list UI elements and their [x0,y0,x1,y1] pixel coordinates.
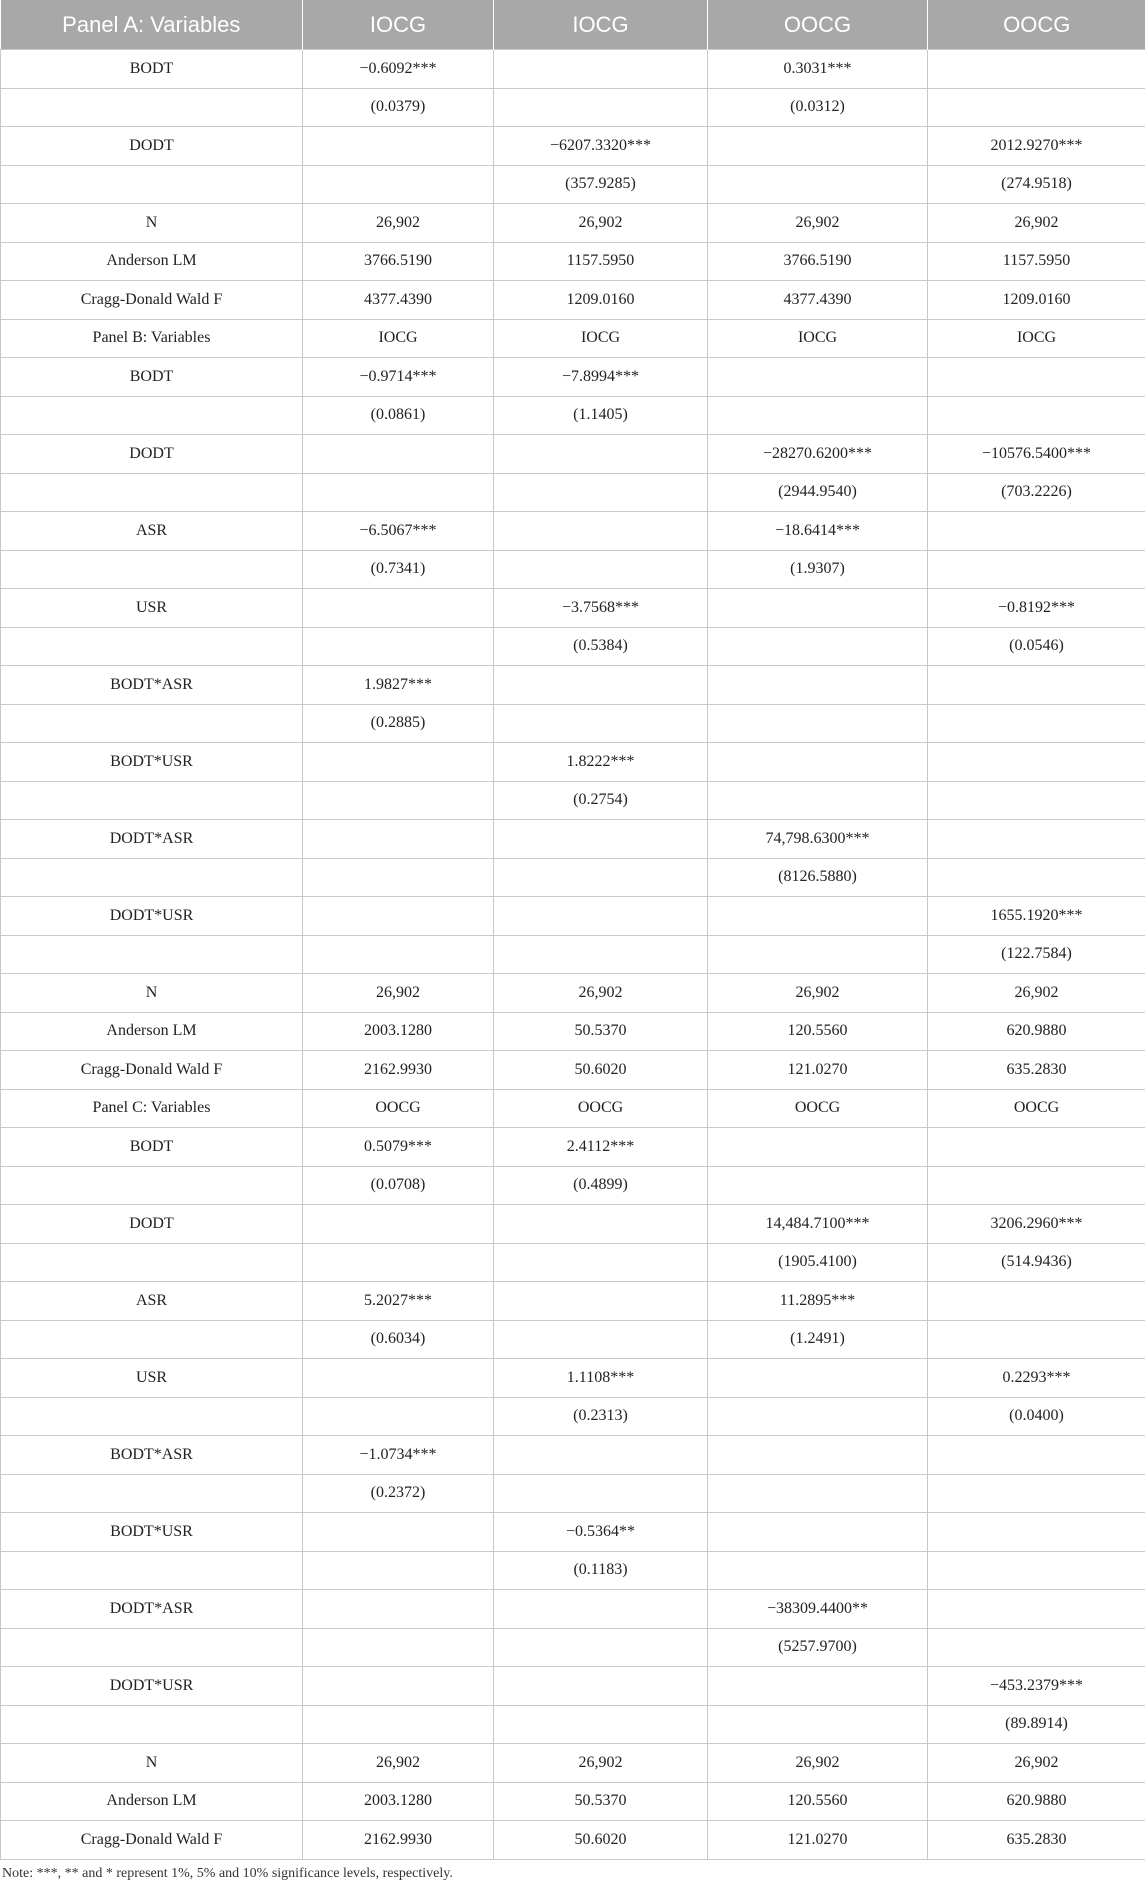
row-label-cell: Cragg-Donald Wald F [1,281,303,320]
value-cell: 26,902 [708,204,928,243]
value-cell: 50.5370 [494,1012,708,1051]
value-cell: 14,484.7100*** [708,1205,928,1244]
table-row [1,935,1145,974]
table-row [1,1397,1145,1436]
value-cell: 26,902 [708,974,928,1013]
value-cell [494,897,708,936]
table-row [1,1474,1145,1513]
value-cell [928,1628,1145,1667]
value-cell: 1157.5950 [928,242,1145,281]
value-cell [494,550,708,589]
row-label-cell: DODT [1,435,303,474]
value-cell [708,897,928,936]
value-cell [303,627,494,666]
row-label-cell: N [1,1744,303,1783]
row-label-cell: Panel C: Variables [1,1089,303,1128]
value-cell [708,743,928,782]
table-row [1,1243,1145,1282]
value-cell: (0.2313) [494,1397,708,1436]
row-label-cell [1,858,303,897]
row-label-cell: Cragg-Donald Wald F [1,1051,303,1090]
table-row [1,204,1145,243]
value-cell: 2003.1280 [303,1012,494,1051]
row-label-cell: Anderson LM [1,1782,303,1821]
row-label-cell [1,1166,303,1205]
value-cell [303,820,494,859]
row-label-cell: BODT*ASR [1,666,303,705]
row-label-cell: N [1,204,303,243]
row-label-cell [1,473,303,512]
value-cell: (89.8914) [928,1705,1145,1744]
value-cell: 26,902 [928,1744,1145,1783]
value-cell: 121.0270 [708,1821,928,1860]
value-cell: (0.2885) [303,704,494,743]
value-cell: (514.9436) [928,1243,1145,1282]
value-cell: (0.0861) [303,396,494,435]
table-row [1,897,1145,936]
value-cell: −6207.3320*** [494,127,708,166]
table-row [1,512,1145,551]
value-cell [708,781,928,820]
table-row [1,1705,1145,1744]
value-cell [494,858,708,897]
value-cell: 635.2830 [928,1051,1145,1090]
value-cell: (5257.9700) [708,1628,928,1667]
value-cell [494,1320,708,1359]
value-cell: 26,902 [928,974,1145,1013]
row-label-cell: DODT*USR [1,1667,303,1706]
value-cell [928,88,1145,127]
row-label-cell [1,704,303,743]
table-row [1,1359,1145,1398]
value-cell: (0.2372) [303,1474,494,1513]
value-cell: −0.5364** [494,1513,708,1552]
table-row [1,50,1145,89]
value-cell: (0.5384) [494,627,708,666]
row-label-cell: DODT [1,127,303,166]
value-cell [928,704,1145,743]
value-cell: 120.5560 [708,1782,928,1821]
value-cell: (1905.4100) [708,1243,928,1282]
value-cell [708,1436,928,1475]
value-cell [928,1282,1145,1321]
value-cell: 620.9880 [928,1012,1145,1051]
value-cell [708,396,928,435]
row-label-cell: USR [1,589,303,628]
value-cell: 26,902 [708,1744,928,1783]
value-cell [708,1166,928,1205]
row-label-cell: DODT*ASR [1,1590,303,1629]
value-cell [708,589,928,628]
row-label-cell [1,1628,303,1667]
value-cell [708,358,928,397]
value-cell: −3.7568*** [494,589,708,628]
table-row [1,1744,1145,1783]
value-cell [708,704,928,743]
value-cell [303,435,494,474]
row-label-cell [1,1243,303,1282]
row-label-cell [1,165,303,204]
value-cell [928,1436,1145,1475]
table-row [1,1436,1145,1475]
value-cell: (0.0708) [303,1166,494,1205]
value-cell [928,358,1145,397]
value-cell: −1.0734*** [303,1436,494,1475]
value-cell: −0.6092*** [303,50,494,89]
value-cell [928,666,1145,705]
value-cell: 0.2293*** [928,1359,1145,1398]
value-cell [494,1705,708,1744]
value-cell: (0.4899) [494,1166,708,1205]
value-cell [303,1705,494,1744]
header-column-4: OOCG [928,0,1145,50]
value-cell [303,1205,494,1244]
value-cell: (2944.9540) [708,473,928,512]
value-cell: 1209.0160 [494,281,708,320]
value-cell: IOCG [708,319,928,358]
header-column-3: OOCG [708,0,928,50]
value-cell [303,165,494,204]
value-cell [708,1359,928,1398]
value-cell: 1655.1920*** [928,897,1145,936]
value-cell: 2003.1280 [303,1782,494,1821]
value-cell: 3766.5190 [708,242,928,281]
value-cell [303,1513,494,1552]
table-row [1,1628,1145,1667]
row-label-cell [1,550,303,589]
value-cell [494,666,708,705]
value-cell [303,589,494,628]
value-cell [928,781,1145,820]
value-cell [928,396,1145,435]
table-row [1,127,1145,166]
value-cell [494,435,708,474]
value-cell [494,1590,708,1629]
header-variables: Panel A: Variables [1,0,303,50]
table-row [1,704,1145,743]
table-row [1,1513,1145,1552]
value-cell: (357.9285) [494,165,708,204]
value-cell [708,1705,928,1744]
table-row [1,1320,1145,1359]
value-cell: 11.2895*** [708,1282,928,1321]
value-cell [494,820,708,859]
row-label-cell [1,88,303,127]
row-label-cell: BODT [1,50,303,89]
row-label-cell [1,935,303,974]
value-cell: 26,902 [494,1744,708,1783]
row-label-cell: USR [1,1359,303,1398]
table-row [1,1128,1145,1167]
table-note: Note: ***, ** and * represent 1%, 5% and 10% significance levels, respectively. [2,1865,453,1881]
value-cell [928,1166,1145,1205]
value-cell [708,666,928,705]
row-label-cell: ASR [1,512,303,551]
table-row [1,473,1145,512]
row-label-cell [1,1551,303,1590]
value-cell [708,935,928,974]
value-cell: (0.0546) [928,627,1145,666]
value-cell [928,1474,1145,1513]
value-cell [928,1128,1145,1167]
row-label-cell: BODT*ASR [1,1436,303,1475]
value-cell [928,743,1145,782]
value-cell: −18.6414*** [708,512,928,551]
value-cell [708,1474,928,1513]
table-row [1,1821,1145,1860]
table-row [1,858,1145,897]
value-cell: 620.9880 [928,1782,1145,1821]
value-cell: 4377.4390 [708,281,928,320]
value-cell [303,1359,494,1398]
row-label-cell [1,1320,303,1359]
table-row [1,1205,1145,1244]
value-cell: 2162.9930 [303,1051,494,1090]
value-cell [708,1397,928,1436]
table-row [1,820,1145,859]
row-label-cell: Cragg-Donald Wald F [1,1821,303,1860]
value-cell: 0.5079*** [303,1128,494,1167]
value-cell: 26,902 [303,974,494,1013]
value-cell [303,781,494,820]
row-label-cell: DODT*USR [1,897,303,936]
value-cell: (8126.5880) [708,858,928,897]
value-cell: 50.5370 [494,1782,708,1821]
table-row [1,242,1145,281]
table-header [1,0,1145,50]
row-label-cell: Anderson LM [1,1012,303,1051]
table-row [1,1590,1145,1629]
value-cell: IOCG [928,319,1145,358]
header-column-2: IOCG [494,0,708,50]
table-row [1,358,1145,397]
value-cell: (0.0400) [928,1397,1145,1436]
value-cell: (0.7341) [303,550,494,589]
row-label-cell: BODT*USR [1,1513,303,1552]
row-label-cell: BODT [1,1128,303,1167]
value-cell: 120.5560 [708,1012,928,1051]
value-cell [708,1667,928,1706]
value-cell: (703.2226) [928,473,1145,512]
table-row [1,627,1145,666]
value-cell [708,1551,928,1590]
value-cell: 26,902 [494,204,708,243]
value-cell [303,1397,494,1436]
table-row [1,435,1145,474]
value-cell [708,1513,928,1552]
value-cell: OOCG [303,1089,494,1128]
value-cell [708,627,928,666]
value-cell: 2162.9930 [303,1821,494,1860]
value-cell: (0.0379) [303,88,494,127]
value-cell [303,1590,494,1629]
value-cell [303,897,494,936]
value-cell [303,473,494,512]
value-cell: 5.2027*** [303,1282,494,1321]
row-label-cell: DODT*ASR [1,820,303,859]
value-cell [494,1667,708,1706]
value-cell: −0.9714*** [303,358,494,397]
value-cell: −7.8994*** [494,358,708,397]
table-row [1,1012,1145,1051]
value-cell: (1.9307) [708,550,928,589]
value-cell: 121.0270 [708,1051,928,1090]
value-cell: 1.8222*** [494,743,708,782]
value-cell [708,165,928,204]
table-row [1,1782,1145,1821]
row-label-cell: DODT [1,1205,303,1244]
table-row [1,666,1145,705]
value-cell: (0.1183) [494,1551,708,1590]
value-cell: 0.3031*** [708,50,928,89]
value-cell: 4377.4390 [303,281,494,320]
value-cell [494,1436,708,1475]
value-cell: 1.1108*** [494,1359,708,1398]
value-cell [303,1667,494,1706]
value-cell: 50.6020 [494,1051,708,1090]
row-label-cell [1,627,303,666]
value-cell: (0.2754) [494,781,708,820]
value-cell [928,1320,1145,1359]
value-cell: (0.0312) [708,88,928,127]
value-cell: −28270.6200*** [708,435,928,474]
table-row [1,781,1145,820]
header-column-1: IOCG [303,0,494,50]
row-label-cell: N [1,974,303,1013]
value-cell: (0.6034) [303,1320,494,1359]
table-row [1,281,1145,320]
value-cell [494,1282,708,1321]
value-cell [303,1243,494,1282]
table-row [1,1667,1145,1706]
value-cell: 1209.0160 [928,281,1145,320]
value-cell: 26,902 [303,1744,494,1783]
value-cell [708,127,928,166]
table-row [1,1089,1145,1128]
row-label-cell [1,1474,303,1513]
table-row [1,165,1145,204]
value-cell: −6.5067*** [303,512,494,551]
value-cell: 2012.9270*** [928,127,1145,166]
value-cell: −453.2379*** [928,1667,1145,1706]
row-label-cell [1,1705,303,1744]
table-row [1,1551,1145,1590]
value-cell: 3766.5190 [303,242,494,281]
value-cell [494,1628,708,1667]
value-cell: −10576.5400*** [928,435,1145,474]
table-row [1,88,1145,127]
row-label-cell: BODT [1,358,303,397]
value-cell [928,512,1145,551]
table-row [1,974,1145,1013]
value-cell [303,743,494,782]
table-row [1,319,1145,358]
value-cell [303,935,494,974]
value-cell [494,473,708,512]
table-row [1,589,1145,628]
value-cell [494,1205,708,1244]
value-cell: OOCG [708,1089,928,1128]
value-cell [928,1590,1145,1629]
value-cell [494,512,708,551]
value-cell [928,820,1145,859]
value-cell: 1157.5950 [494,242,708,281]
table-row [1,743,1145,782]
value-cell [708,1128,928,1167]
value-cell: OOCG [494,1089,708,1128]
value-cell: 2.4112*** [494,1128,708,1167]
value-cell [303,1551,494,1590]
value-cell: 74,798.6300*** [708,820,928,859]
value-cell: (274.9518) [928,165,1145,204]
value-cell [494,50,708,89]
table-row [1,1166,1145,1205]
value-cell [494,88,708,127]
row-label-cell [1,781,303,820]
value-cell: (1.1405) [494,396,708,435]
row-label-cell: Anderson LM [1,242,303,281]
row-label-cell: BODT*USR [1,743,303,782]
row-label-cell: ASR [1,1282,303,1321]
value-cell: 50.6020 [494,1821,708,1860]
value-cell: −0.8192*** [928,589,1145,628]
table-row [1,550,1145,589]
table-row [1,1282,1145,1321]
value-cell [494,1243,708,1282]
row-label-cell [1,396,303,435]
value-cell: 26,902 [494,974,708,1013]
table-row [1,396,1145,435]
header-row [1,0,1145,50]
value-cell [303,127,494,166]
value-cell: IOCG [494,319,708,358]
value-cell: IOCG [303,319,494,358]
value-cell [928,50,1145,89]
value-cell: (1.2491) [708,1320,928,1359]
value-cell: 26,902 [303,204,494,243]
value-cell: OOCG [928,1089,1145,1128]
value-cell: (122.7584) [928,935,1145,974]
row-label-cell: Panel B: Variables [1,319,303,358]
value-cell [494,1474,708,1513]
value-cell [303,858,494,897]
table-body [1,50,1145,1860]
value-cell [928,858,1145,897]
value-cell [928,1513,1145,1552]
value-cell: 1.9827*** [303,666,494,705]
value-cell [494,704,708,743]
value-cell [494,935,708,974]
value-cell [303,1628,494,1667]
value-cell: 3206.2960*** [928,1205,1145,1244]
row-label-cell [1,1397,303,1436]
value-cell: 635.2830 [928,1821,1145,1860]
value-cell [928,1551,1145,1590]
value-cell: 26,902 [928,204,1145,243]
table-row [1,1051,1145,1090]
value-cell: −38309.4400** [708,1590,928,1629]
value-cell [928,550,1145,589]
